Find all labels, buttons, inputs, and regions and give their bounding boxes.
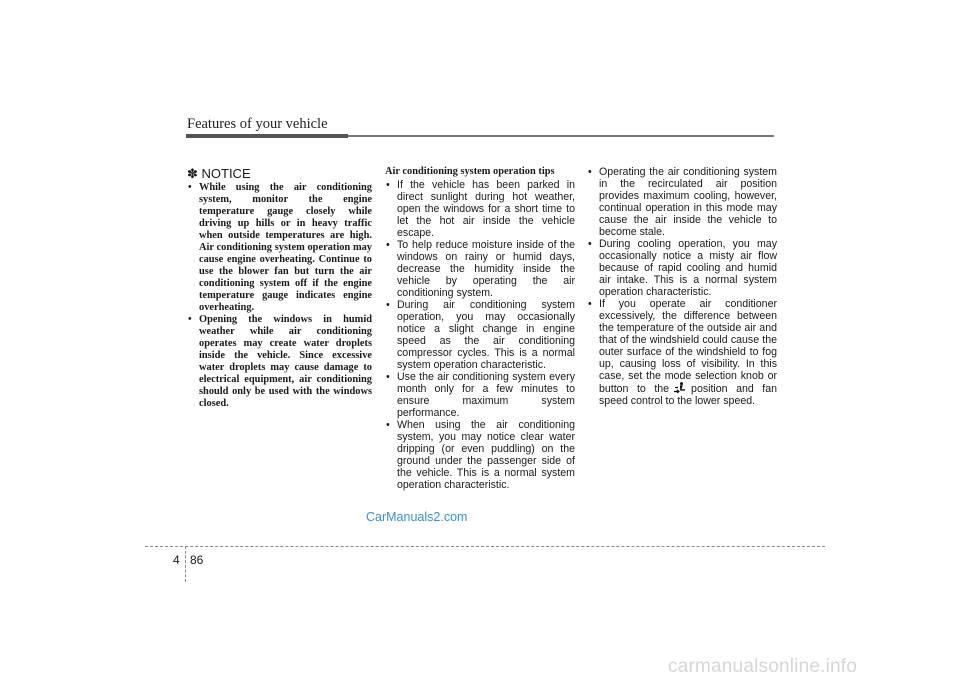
notice-column	[187, 166, 372, 410]
tips-list-continued	[587, 166, 777, 407]
tips-heading: Air conditioning system operation tips	[385, 166, 555, 177]
page-header-title: Features of your vehicle	[187, 116, 328, 132]
notice-heading: ✽ NOTICE	[187, 166, 251, 181]
page-number: 86	[190, 553, 204, 567]
list-item: • During air conditioning system operation, you may occasionally notice a slight change in engine speed as the air conditioning compressor cycles. This is a normal system operation characteristic.	[385, 299, 575, 371]
tips-column	[385, 166, 575, 491]
list-item-text: position and fan speed control to the lower speed.	[599, 383, 777, 407]
notice-list	[187, 182, 372, 410]
list-item: • Use the air conditioning system every month only for a few minutes to ensure maximum system performance.	[385, 371, 575, 419]
footer-divider	[185, 546, 186, 582]
list-item: • To help reduce moisture inside of the windows on rainy or humid days, decrease the humidity inside the vehicle by operating the air conditioning system.	[385, 239, 575, 299]
list-item: • During cooling operation, you may occasionally notice a misty air flow because of rapid cooling and humid air intake. This is a normal system operation characteristic.	[587, 238, 777, 298]
header-rule	[348, 135, 774, 137]
header-accent-bar	[186, 134, 348, 138]
list-item: • Opening the windows in humid weather while air conditioning operates may create water droplets inside the vehicle. Since excessive water droplets may cause damage to electrical equipment, air conditioning should only be used with the windows closed.	[187, 314, 372, 410]
list-item-text: If you operate air conditioner excessively, the difference between the temperature of the outside air and that of the windshield could cause the outer surface of the windshield to fog up, causing loss of visibility. In this case, set the mode selection knob or button to the	[599, 298, 777, 395]
list-item	[587, 298, 777, 407]
watermark: CarManuals2.com	[366, 510, 468, 524]
footer-rule	[145, 546, 825, 547]
tips-column-continued	[587, 166, 777, 407]
list-item: • Operating the air conditioning system in the recirculated air position provides maximum cooling, however, continual operation in this mode may cause the air inside the vehicle to become stale.	[587, 166, 777, 238]
list-item: • When using the air conditioning system, you may notice clear water dripping (or even puddling) on the ground under the passenger side of the vehicle. This is a normal system operation characteristic.	[385, 419, 575, 491]
list-item: • While using the air conditioning system, monitor the engine temperature gauge closely while driving up hills or in heavy traffic when outside temperatures are high. Air conditioning system operation may cause engine overheating. Continue to use the blower fan but turn the air conditioning system off if the engine temperature gauge indicates engine overheating.	[187, 182, 372, 314]
floor-vent-mode-icon	[673, 382, 687, 393]
list-item: • If the vehicle has been parked in direct sunlight during hot weather, open the windows for a short time to let the hot air inside the vehicle escape.	[385, 179, 575, 239]
chapter-number: 4	[173, 553, 180, 567]
tips-list	[385, 179, 575, 491]
site-logo: carmanualsonline.info	[668, 656, 858, 677]
